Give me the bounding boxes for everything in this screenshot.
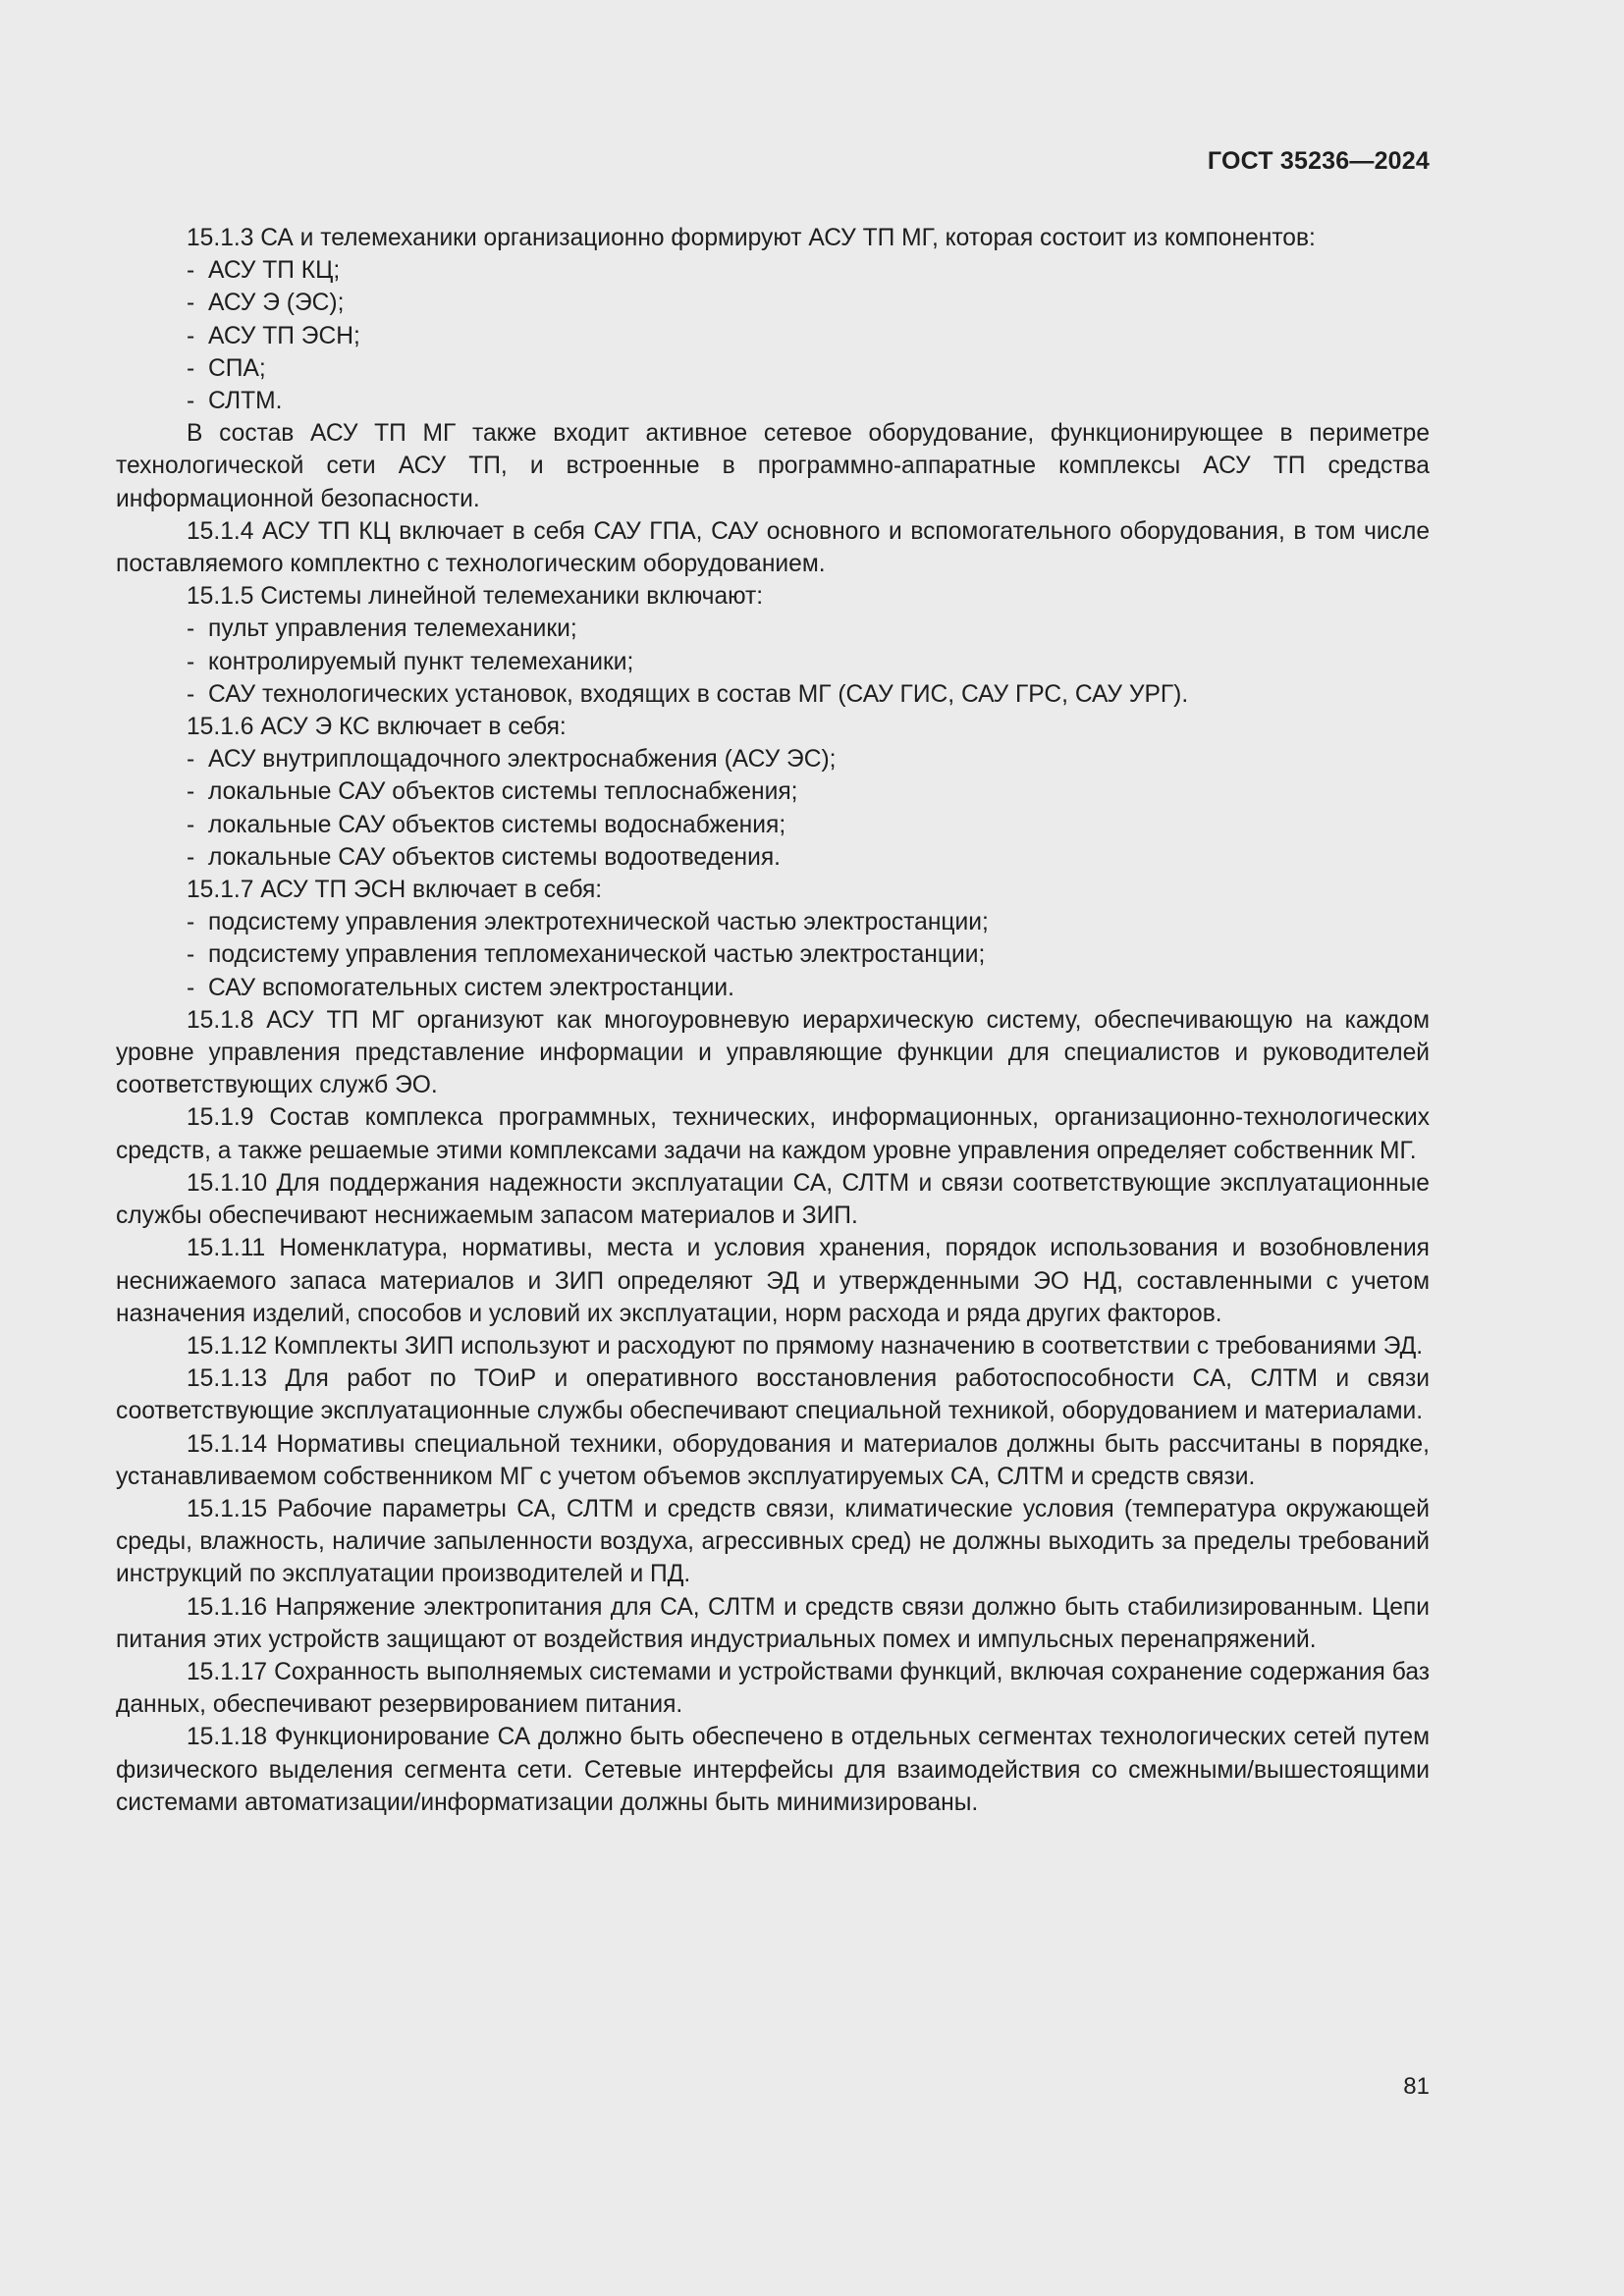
paragraph: 15.1.13 Для работ по ТОиР и оперативного восстановления работоспособности СА, СЛТМ и связи соответствующие эксплуатационные службы обеспечивают специальной техникой, оборудованием и материалами. <box>116 1365 1430 1425</box>
list-dash: - <box>187 811 195 838</box>
list-dash: - <box>187 843 195 871</box>
paragraph: 15.1.9 Состав комплекса программных, технических, информационных, организационно-технологических средств, а также решаемые этими комплексами задачи на каждом уровне управления определяет собственник МГ. <box>116 1104 1430 1164</box>
list-item <box>116 320 1430 352</box>
list-item <box>116 352 1430 385</box>
paragraph: 15.1.6 АСУ Э КС включает в себя: <box>187 714 567 741</box>
list-item-text: САУ технологических установок, входящих в состав МГ (САУ ГИС, САУ ГРС, САУ УРГ). <box>208 680 1189 708</box>
list-item-text: контролируемый пункт телемеханики; <box>208 648 634 675</box>
list-item <box>116 646 1430 678</box>
list-item <box>116 613 1430 645</box>
list-item <box>116 678 1430 711</box>
list-item-text: подсистему управления электротехнической частью электростанции; <box>208 909 989 936</box>
list-item-text: локальные САУ объектов системы теплоснабжения; <box>208 778 798 806</box>
list-item <box>116 972 1430 1004</box>
list-item-text: пульт управления телемеханики; <box>208 615 577 643</box>
list-dash: - <box>187 290 195 317</box>
list-item <box>116 743 1430 775</box>
list-item <box>116 254 1430 287</box>
list-item-text: АСУ Э (ЭС); <box>208 290 345 317</box>
paragraph: 15.1.12 Комплекты ЗИП используют и расходуют по прямому назначению в соответствии с требованиями ЭД. <box>187 1332 1424 1360</box>
list-dash: - <box>187 778 195 806</box>
list-dash: - <box>187 974 195 1001</box>
paragraph: В состав АСУ ТП МГ также входит активное сетевое оборудование, функционирующее в периметре технологической сети АСУ ТП, и встроенные в программно-аппаратные комплексы АСУ ТП средства информационной безопасности. <box>116 420 1430 512</box>
list-dash: - <box>187 941 195 969</box>
list-item-text: АСУ ТП ЭСН; <box>208 322 360 349</box>
paragraph: 15.1.10 Для поддержания надежности эксплуатации СА, СЛТМ и связи соответствующие эксплуатационные службы обеспечивают неснижаемым запасом материалов и ЗИП. <box>116 1169 1430 1230</box>
paragraph: 15.1.15 Рабочие параметры СА, СЛТМ и средств связи, климатические условия (температура окружающей среды, влажность, наличие запыленности воздуха, агрессивных сред) не должны выходить за пределы требований инструкций по эксплуатации производителей и ПД. <box>116 1495 1430 1588</box>
paragraph: 15.1.3 СА и телемеханики организационно формируют АСУ ТП МГ, которая состоит из компонентов: <box>187 225 1316 251</box>
paragraph: 15.1.11 Номенклатура, нормативы, места и условия хранения, порядок использования и возобновления неснижаемого запаса материалов и ЗИП определяют ЭД и утвержденными ЭО НД, составленными с учетом назначения изделий, способов и условий их эксплуатации, норм расхода и ряда других факторов. <box>116 1235 1430 1327</box>
list-item-text: АСУ внутриплощадочного электроснабжения (АСУ ЭС); <box>208 746 837 774</box>
list-dash: - <box>187 648 195 675</box>
paragraph: 15.1.17 Сохранность выполняемых системами и устройствами функций, включая сохранение содержания баз данных, обеспечивают резервированием питания. <box>116 1658 1430 1719</box>
list-item <box>116 938 1430 971</box>
paragraph: 15.1.16 Напряжение электропитания для СА, СЛТМ и средств связи должно быть стабилизированным. Цепи питания этих устройств защищают от воздействия индустриальных помех и импульсных перенапряжений. <box>116 1593 1430 1653</box>
list-item-text: АСУ ТП КЦ; <box>208 257 341 285</box>
list-dash: - <box>187 257 195 285</box>
paragraph: 15.1.14 Нормативы специальной техники, оборудования и материалов должны быть рассчитаны в порядке, устанавливаемом собственником МГ с учетом объемов эксплуатируемых СА, СЛТМ и средств связи. <box>116 1430 1430 1490</box>
document-body <box>116 222 1430 1819</box>
list-item <box>116 287 1430 319</box>
page-number: 81 <box>1403 2073 1430 2100</box>
standard-header: ГОСТ 35236—2024 <box>1207 147 1430 175</box>
list-dash: - <box>187 615 195 643</box>
paragraph: 15.1.7 АСУ ТП ЭСН включает в себя: <box>187 877 603 904</box>
list-item-text: локальные САУ объектов системы водоснабжения; <box>208 811 786 838</box>
list-dash: - <box>187 909 195 936</box>
paragraph: 15.1.18 Функционирование СА должно быть обеспечено в отдельных сегментах технологических сетей путем физического выделения сегмента сети. Сетевые интерфейсы для взаимодействия со смежными/вышестоящими системами автоматизации/информатизации должны быть минимизированы. <box>116 1724 1430 1816</box>
list-dash: - <box>187 388 195 415</box>
list-item <box>116 906 1430 938</box>
list-item-text: САУ вспомогательных систем электростанции. <box>208 974 735 1001</box>
list-item <box>116 385 1430 417</box>
list-item-text: подсистему управления тепломеханической частью электростанции; <box>208 941 986 969</box>
paragraph: 15.1.8 АСУ ТП МГ организуют как многоуровневую иерархическую систему, обеспечивающую на каждом уровне управления представление информации и управляющие функции для специалистов и руководителей соответствующих служб ЭО. <box>116 1006 1430 1099</box>
list-dash: - <box>187 746 195 774</box>
paragraph: 15.1.4 АСУ ТП КЦ включает в себя САУ ГПА, САУ основного и вспомогательного оборудования, в том числе поставляемого комплектно с технологическим оборудованием. <box>116 517 1430 578</box>
list-item <box>116 841 1430 874</box>
list-dash: - <box>187 680 195 708</box>
list-item-text: СЛТМ. <box>208 388 283 415</box>
list-dash: - <box>187 322 195 349</box>
list-item <box>116 809 1430 841</box>
list-item-text: локальные САУ объектов системы водоотведения. <box>208 843 782 871</box>
list-item-text: СПА; <box>208 354 266 382</box>
list-item <box>116 775 1430 808</box>
list-dash: - <box>187 354 195 382</box>
paragraph: 15.1.5 Системы линейной телемеханики включают: <box>187 583 764 611</box>
